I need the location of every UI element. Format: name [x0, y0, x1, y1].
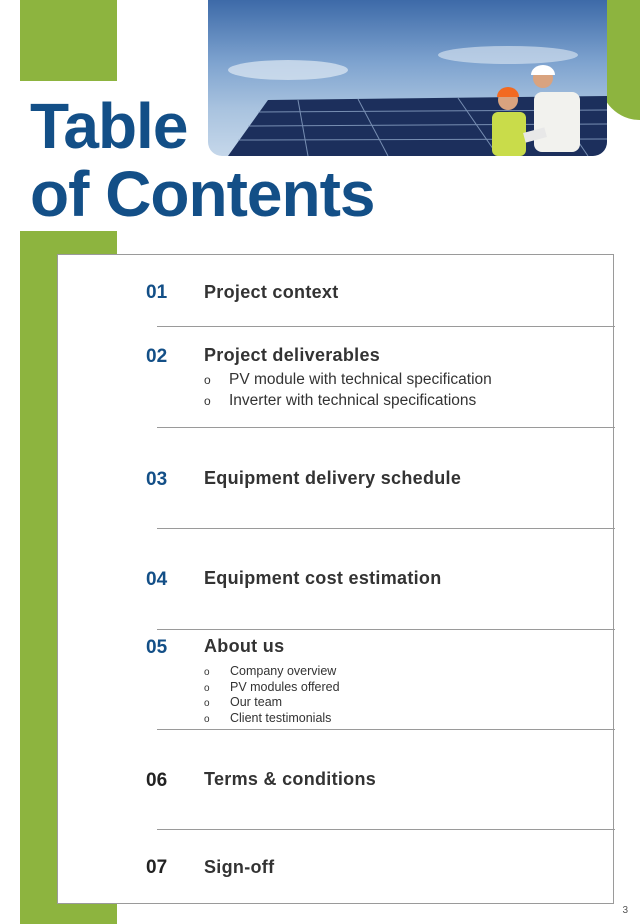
toc-label-equipment-delivery-schedule[interactable]: Equipment delivery schedule	[204, 468, 462, 488]
toc-divider	[157, 629, 615, 630]
toc-divider	[157, 528, 615, 529]
toc-label-project-deliverables[interactable]: Project deliverables	[204, 345, 381, 365]
toc-number-04: 04	[146, 569, 168, 590]
bullet-circle-icon: o	[204, 698, 210, 709]
title-line-2: of Contents	[30, 158, 375, 230]
toc-number-07: 07	[146, 857, 168, 878]
toc-number-02: 02	[146, 346, 168, 367]
page-title	[30, 92, 375, 228]
toc-divider	[157, 427, 615, 428]
toc-label-equipment-cost-estimation[interactable]: Equipment cost estimation	[204, 568, 442, 588]
toc-number-03: 03	[146, 469, 168, 490]
toc-box	[57, 254, 614, 904]
page-number: 3	[622, 905, 628, 916]
toc-subitem[interactable]: o PV module with technical specification	[204, 371, 492, 388]
toc-subitem[interactable]: o Inverter with technical specifications	[204, 392, 477, 409]
toc-number-06: 06	[146, 770, 168, 791]
bullet-circle-icon: o	[204, 373, 211, 387]
bullet-circle-icon: o	[204, 683, 210, 694]
bullet-circle-icon: o	[204, 394, 211, 408]
toc-subitem[interactable]: o Company overview	[204, 664, 337, 678]
toc-number-01: 01	[146, 282, 168, 303]
toc-subitem[interactable]: o Client testimonials	[204, 711, 332, 725]
bullet-circle-icon: o	[204, 667, 210, 678]
toc-number-05: 05	[146, 637, 168, 658]
toc-divider	[157, 326, 615, 327]
toc-label-sign-off[interactable]: Sign-off	[204, 857, 275, 877]
toc-divider	[157, 829, 615, 830]
toc-label-terms-conditions[interactable]: Terms & conditions	[204, 769, 377, 789]
toc-subitem[interactable]: o PV modules offered	[204, 680, 340, 694]
toc-label-about-us[interactable]: About us	[204, 636, 285, 656]
bullet-circle-icon: o	[204, 714, 210, 725]
toc-divider	[157, 729, 615, 730]
toc-subitem[interactable]: o Our team	[204, 695, 283, 709]
toc-label-project-context[interactable]: Project context	[204, 282, 339, 302]
green-accent-top	[20, 0, 117, 81]
title-line-1: Table	[30, 90, 188, 162]
